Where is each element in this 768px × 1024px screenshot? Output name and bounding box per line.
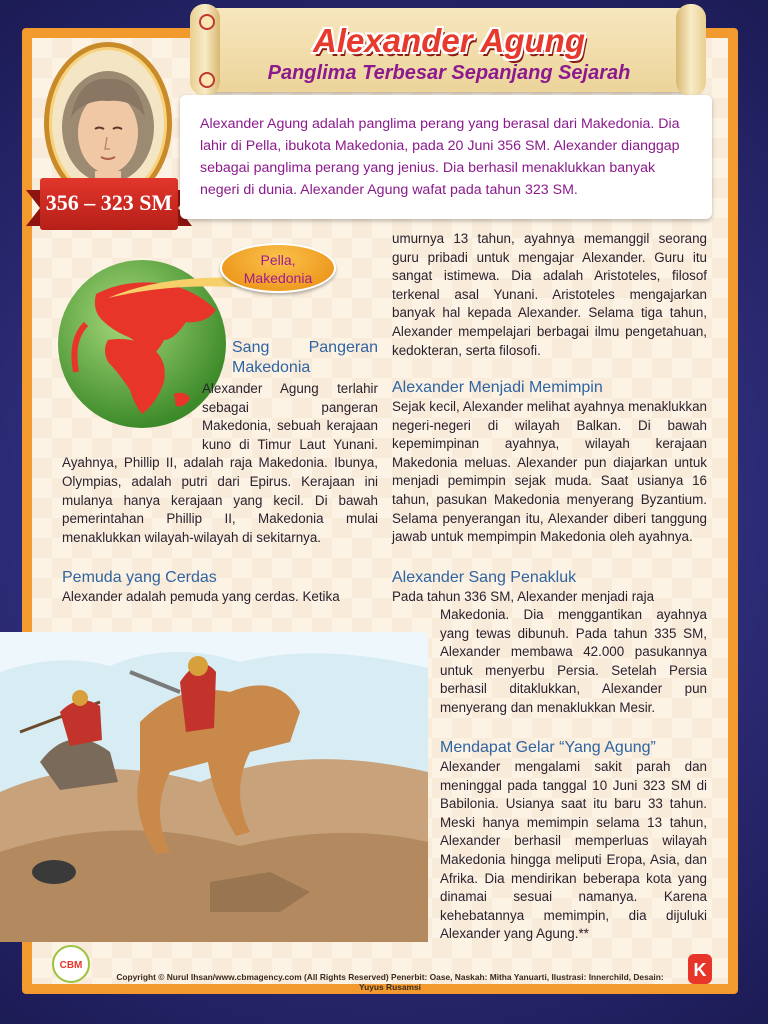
years-label: 356 – 323 SM: [45, 190, 173, 215]
pella-label-line2: Makedonia: [243, 270, 313, 286]
section-text: Makedonia. Dia menggantikan ayahnya yang tewas dibunuh. Pada tahun 335 SM, Alexander membawa 42.000 pasukannya untuk menyerbu Persia. Setelah Persia berhasil ditaklukkan, Alexander pun menyerang dan menaklukkan Mesir.: [440, 607, 707, 715]
section-gelar: [440, 738, 707, 944]
k-logo-text: K: [693, 960, 707, 980]
intro-box: Alexander Agung adalah panglima perang yang berasal dari Makedonia. Dia lahir di Pella, ibukota Makedonia, pada 20 Juni 356 SM. Alexander dianggap sebagai panglima perang yang jenius. Dia berhasil menaklukkan banyak negeri di dunia. Alexander Agung wafat pada tahun 323 SM.: [180, 95, 712, 219]
section-heading: Sang Pangeran Makedonia: [232, 339, 378, 376]
section-text: Alexander Agung terlahir sebagai pangeran Makedonia, sebuah kerajaan kuno di Timur Laut Yunani. Ayahnya, Phillip II, adalah raja Makedonia. Ibunya, Olympias, adalah putri dari Epirus. Kerajaan ini mulanya hanya kerajaan yang kecil. Di bawah pemerintahan Phillip II, Makedonia mulai menaklukkan wilayah-wilayah di sekitarnya.: [62, 381, 378, 545]
section-penakluk-rest: [440, 606, 707, 718]
section-pemuda-continued: [392, 230, 707, 360]
section-text: Pada tahun 336 SM, Alexander menjadi raja: [392, 589, 655, 604]
footer-credits: Copyright © Nurul Ihsan/www.cbmagency.com (All Rights Reserved) Penerbit: Oase, Naskah: Mitha Yanuarti, Ilustrasi: Innerchild, Desain: Yuyus Rusamsi: [116, 972, 664, 992]
section-heading: Alexander Menjadi Memimpin: [392, 379, 603, 396]
section-text: Alexander adalah pemuda yang cerdas. Ketika: [62, 589, 340, 604]
section-heading: Alexander Sang Penakluk: [392, 569, 577, 586]
publisher-logo: [45, 942, 97, 986]
section-pangeran: [62, 380, 378, 547]
section-pemuda: [62, 568, 378, 607]
section-pangeran-heading-block: [232, 338, 378, 378]
k-logo: [686, 952, 714, 986]
pella-label: [220, 243, 336, 293]
battle-illustration: [0, 632, 428, 942]
section-penakluk: [392, 568, 707, 607]
publisher-logo-text: CBM: [59, 960, 83, 971]
section-heading: Pemuda yang Cerdas: [62, 569, 217, 586]
section-heading: Mendapat Gelar “Yang Agung”: [440, 739, 656, 756]
page-subtitle: Panglima Terbesar Sepanjang Sejarah: [267, 62, 631, 84]
section-text: umurnya 13 tahun, ayahnya memanggil seorang guru pribadi untuk mengajar Alexander. Guru itu sangat istimewa. Dia adalah Aristoteles, filosof terkenal asal Yunani. Aristoteles mengajarkan banyak hal kepada Alexander. Selama tiga tahun, Alexander mempelajari berbagai ilmu pengetahuan, kedokteran, serta filosofi.: [392, 231, 707, 358]
page-title: Alexander Agung: [313, 22, 585, 59]
pella-label-line1: Pella,: [260, 252, 296, 268]
section-text: Alexander mengalami sakit parah dan meninggal pada tanggal 10 Juni 323 SM di Babilonia. Usianya saat itu baru 33 tahun. Meski hanya memimpin selama 13 tahun, Alexander berhasil memperluas wilayah Makedonia hingga meliputi Eropa, Asia, dan Afrika. Dia mendirikan beberapa kota yang dinamai sesuai namanya. Karena kehebatannya memimpin, dia dijuluki Alexander yang Agung.**: [440, 759, 707, 942]
section-memimpin: [392, 378, 707, 547]
section-text: Sejak kecil, Alexander melihat ayahnya menaklukkan negeri-negeri di wilayah Balkan. Di bawah kepemimpinan ayahnya, wilayah kerajaan Makedonia meluas. Alexander pun diajarkan untuk menjadi pemimpin sejak muda. Saat usianya 16 tahun, pasukan Makedonia menyerang Byzantium. Selama penyerangan itu, Alexander diberi tanggung jawab untuk mempimpin Makedonia oleh ayahnya.: [392, 399, 707, 545]
text-wrap-spacer: [62, 380, 202, 436]
